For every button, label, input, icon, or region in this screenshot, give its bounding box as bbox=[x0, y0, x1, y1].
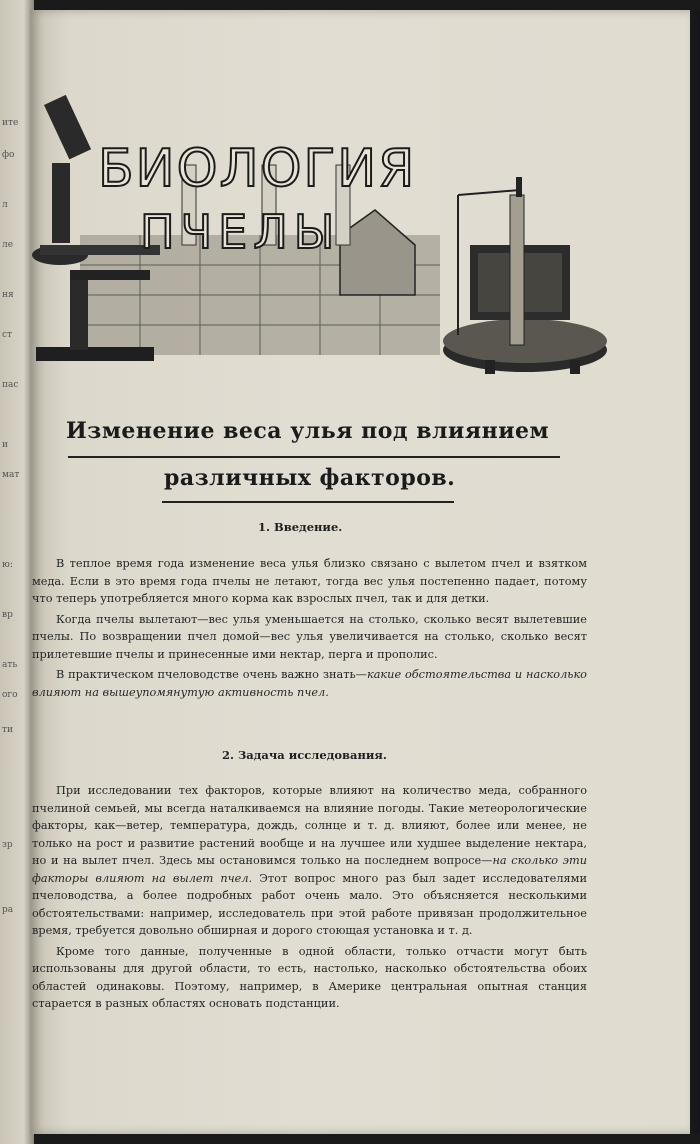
facing-page-fragment: пас bbox=[2, 380, 19, 390]
facing-page-fragment: зр bbox=[2, 840, 13, 850]
section-title-introduction: 1. Введение. bbox=[258, 520, 343, 534]
banner-title: БИОЛОГИЯ bbox=[98, 139, 417, 199]
section-title-research-task: 2. Задача исследования. bbox=[222, 748, 387, 762]
facing-page-fragment: ле bbox=[2, 240, 14, 250]
title-illustration bbox=[30, 95, 630, 405]
paragraph: Кроме того данные, полученные в одной области, только отчасти могут быть использованы для другой области, то есть, настолько, насколько обстоятельства обоих областей одинаковы. Поэтому, например, в Америке центральная опытная станция старается в разных областях основать подстанции. bbox=[32, 944, 587, 1010]
paragraph: В теплое время года изменение веса улья близко связано с вылетом пчел и взятком меда. Если в это время года пчелы не летают, тогда вес улья постепенно падает, потому что теперь употребляется много корма как взрослых пчел, так и для детки. bbox=[32, 557, 587, 605]
paragraph-text: Этот вопрос много раз был задет исследователями пчеловодства, а более подробных работ очень мало. Это объясняется несколькими обстоятельствами: например, исследователь при этой работе привязан продолжительное время, требуется довольно обширная и дорого стоющая установка и т. д. bbox=[32, 871, 587, 937]
section-research-task-body bbox=[32, 782, 587, 1013]
paragraph-italic-text: на сколько эти факторы влияют на вылет пчел. bbox=[32, 854, 587, 885]
page-edge-shadow bbox=[690, 10, 700, 1134]
heading-underline bbox=[162, 501, 454, 503]
paragraph bbox=[32, 666, 587, 701]
paragraph bbox=[32, 782, 587, 940]
facing-page-fragment: ю: bbox=[2, 560, 13, 570]
facing-page-fragment: мат bbox=[2, 470, 20, 480]
facing-page-fragment: ать bbox=[2, 660, 18, 670]
facing-page-fragment: ра bbox=[2, 905, 14, 915]
facing-page-fragment: ого bbox=[2, 690, 18, 700]
facing-page-fragment: л bbox=[2, 200, 8, 210]
paragraph-text: В практическом пчеловодстве очень важно знать— bbox=[56, 668, 367, 681]
hive-scale-icon bbox=[443, 177, 607, 374]
heading-underline bbox=[68, 456, 560, 458]
book-page bbox=[30, 10, 690, 1134]
facing-page-fragment: ите bbox=[2, 118, 19, 128]
section-introduction-body bbox=[32, 555, 587, 701]
paragraph-text: При исследовании тех факторов, которые влияют на количество меда, собранного пчелиной семьей, мы всегда наталкиваемся на влияние погоды. Такие метеорологические факторы, как—ветер, температура, дождь, солнце и т. д. влияют, более или менее, не только на рост и развитие растений вообще и на лучшее или худшее выделение нектара, но и на вылет пчел. Здесь мы остановимся только на последнем вопросе— bbox=[32, 784, 587, 867]
paragraph: Когда пчелы вылетают—вес улья уменьшается на столько, сколько весят вылетевшие пчелы. По возвращении пчел домой—вес улья увеличивается на столько, сколько весят прилетевшие пчелы и принесенные ими нектар, перга и прополис. bbox=[32, 612, 587, 661]
facing-page-fragment: вр bbox=[2, 610, 13, 620]
facing-page-edge bbox=[0, 0, 34, 1144]
article-heading-line-1: Изменение веса улья под влиянием bbox=[66, 418, 550, 444]
paragraph-italic-text: какие обстоятельства и насколько влияют на вышеупомянутую активность пчел. bbox=[32, 668, 587, 699]
facing-page-fragment: фо bbox=[2, 150, 15, 160]
facing-page-fragment: ти bbox=[2, 725, 13, 735]
article-heading-line-2: различных факторов. bbox=[164, 465, 456, 491]
facing-page-fragment: ст bbox=[2, 330, 13, 340]
facing-page-fragment: ня bbox=[2, 290, 14, 300]
facing-page-fragment: и bbox=[2, 440, 8, 450]
banner-subtitle: ПЧЕЛЫ bbox=[140, 205, 341, 259]
